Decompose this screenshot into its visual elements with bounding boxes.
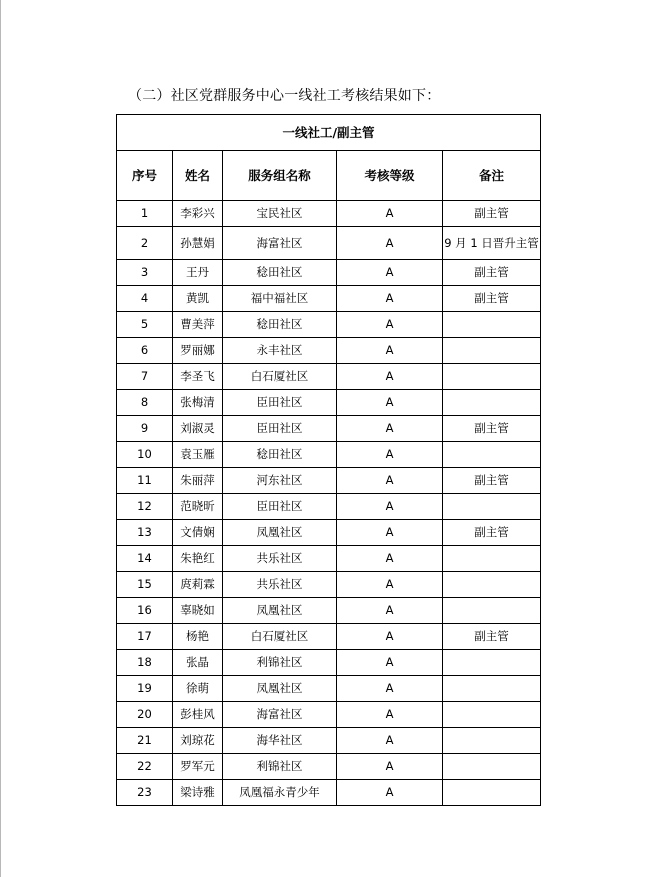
cell-note [443,676,541,702]
section-intro-text: （二）社区党群服务中心一线社工考核结果如下： [128,88,441,104]
cell-grade: A [337,312,443,338]
cell-number: 10 [117,442,173,468]
table-row [117,390,541,416]
cell-name: 曹美萍 [173,312,223,338]
cell-group: 河东社区 [223,468,337,494]
cell-group: 凤凰社区 [223,676,337,702]
cell-name: 孙慧娟 [173,227,223,260]
cell-grade: A [337,650,443,676]
cell-group: 共乐社区 [223,572,337,598]
cell-name: 李彩兴 [173,201,223,227]
table-row [117,227,541,260]
cell-grade: A [337,676,443,702]
cell-group: 凤凰福永青少年 [223,780,337,806]
cell-note [443,780,541,806]
cell-grade: A [337,728,443,754]
cell-note [443,442,541,468]
table-row [117,201,541,227]
table-row [117,780,541,806]
cell-number: 16 [117,598,173,624]
cell-group: 永丰社区 [223,338,337,364]
cell-number: 11 [117,468,173,494]
table-row [117,624,541,650]
cell-note [443,728,541,754]
cell-note [443,754,541,780]
cell-number: 1 [117,201,173,227]
cell-grade: A [337,546,443,572]
cell-note: 9 月 1 日晋升主管 [443,227,541,260]
table-row [117,728,541,754]
table-row [117,286,541,312]
table-row [117,416,541,442]
cell-note [443,572,541,598]
cell-number: 13 [117,520,173,546]
cell-note: 副主管 [443,260,541,286]
cell-note [443,650,541,676]
cell-note: 副主管 [443,416,541,442]
cell-grade: A [337,338,443,364]
column-header-number: 序号 [117,151,173,201]
column-header-grade: 考核等级 [337,151,443,201]
cell-grade: A [337,780,443,806]
cell-name: 朱丽萍 [173,468,223,494]
cell-name: 张梅清 [173,390,223,416]
assessment-results-table [116,114,541,806]
table-title-row [117,115,541,151]
table-row [117,754,541,780]
cell-grade: A [337,572,443,598]
cell-group: 海富社区 [223,227,337,260]
cell-note [443,598,541,624]
cell-number: 7 [117,364,173,390]
cell-number: 6 [117,338,173,364]
cell-group: 臣田社区 [223,494,337,520]
cell-grade: A [337,598,443,624]
cell-grade: A [337,227,443,260]
cell-number: 5 [117,312,173,338]
cell-name: 文倩娴 [173,520,223,546]
cell-note [443,338,541,364]
cell-grade: A [337,364,443,390]
cell-name: 罗军元 [173,754,223,780]
cell-number: 21 [117,728,173,754]
cell-number: 17 [117,624,173,650]
cell-name: 王丹 [173,260,223,286]
cell-group: 利锦社区 [223,754,337,780]
cell-number: 2 [117,227,173,260]
table-body [117,201,541,806]
cell-grade: A [337,624,443,650]
table-row [117,520,541,546]
cell-group: 臣田社区 [223,416,337,442]
cell-grade: A [337,754,443,780]
column-header-group: 服务组名称 [223,151,337,201]
table-row [117,260,541,286]
cell-number: 9 [117,416,173,442]
cell-number: 14 [117,546,173,572]
cell-group: 福中福社区 [223,286,337,312]
cell-number: 12 [117,494,173,520]
table-row [117,442,541,468]
cell-group: 凤凰社区 [223,520,337,546]
cell-grade: A [337,702,443,728]
table-row [117,364,541,390]
cell-grade: A [337,201,443,227]
cell-name: 张晶 [173,650,223,676]
cell-grade: A [337,390,443,416]
cell-group: 凤凰社区 [223,598,337,624]
cell-group: 稔田社区 [223,312,337,338]
table-row [117,468,541,494]
column-header-name: 姓名 [173,151,223,201]
cell-number: 15 [117,572,173,598]
table-row [117,494,541,520]
cell-number: 4 [117,286,173,312]
table-row [117,338,541,364]
cell-note [443,312,541,338]
cell-group: 白石厦社区 [223,364,337,390]
cell-grade: A [337,468,443,494]
cell-note [443,364,541,390]
cell-group: 稔田社区 [223,442,337,468]
cell-number: 22 [117,754,173,780]
table-row [117,650,541,676]
cell-grade: A [337,442,443,468]
cell-group: 共乐社区 [223,546,337,572]
column-header-note: 备注 [443,151,541,201]
table-title: 一线社工/副主管 [117,115,541,151]
cell-name: 彭桂风 [173,702,223,728]
cell-name: 黄凯 [173,286,223,312]
cell-number: 23 [117,780,173,806]
cell-name: 梁诗雅 [173,780,223,806]
cell-name: 刘淑灵 [173,416,223,442]
cell-note: 副主管 [443,468,541,494]
table-row [117,702,541,728]
table-row [117,676,541,702]
cell-note: 副主管 [443,286,541,312]
cell-note [443,702,541,728]
table-row [117,598,541,624]
cell-name: 袁玉雁 [173,442,223,468]
cell-note [443,390,541,416]
cell-name: 杨艳 [173,624,223,650]
cell-name: 辜晓如 [173,598,223,624]
page-left-edge [0,0,1,877]
cell-group: 利锦社区 [223,650,337,676]
cell-name: 李圣飞 [173,364,223,390]
table-row [117,572,541,598]
cell-group: 稔田社区 [223,260,337,286]
cell-group: 白石厦社区 [223,624,337,650]
cell-number: 3 [117,260,173,286]
cell-grade: A [337,286,443,312]
cell-note [443,494,541,520]
table-header-row [117,151,541,201]
cell-name: 庹莉霖 [173,572,223,598]
cell-grade: A [337,416,443,442]
cell-name: 朱艳红 [173,546,223,572]
cell-note [443,546,541,572]
cell-name: 刘琼花 [173,728,223,754]
cell-name: 罗丽娜 [173,338,223,364]
cell-name: 徐萌 [173,676,223,702]
cell-group: 海华社区 [223,728,337,754]
cell-group: 臣田社区 [223,390,337,416]
cell-grade: A [337,494,443,520]
cell-number: 8 [117,390,173,416]
cell-number: 19 [117,676,173,702]
cell-number: 20 [117,702,173,728]
cell-group: 海富社区 [223,702,337,728]
cell-note: 副主管 [443,624,541,650]
cell-grade: A [337,520,443,546]
table-row [117,546,541,572]
cell-note: 副主管 [443,201,541,227]
table-row [117,312,541,338]
cell-group: 宝民社区 [223,201,337,227]
cell-name: 范晓昕 [173,494,223,520]
cell-note: 副主管 [443,520,541,546]
cell-number: 18 [117,650,173,676]
cell-grade: A [337,260,443,286]
